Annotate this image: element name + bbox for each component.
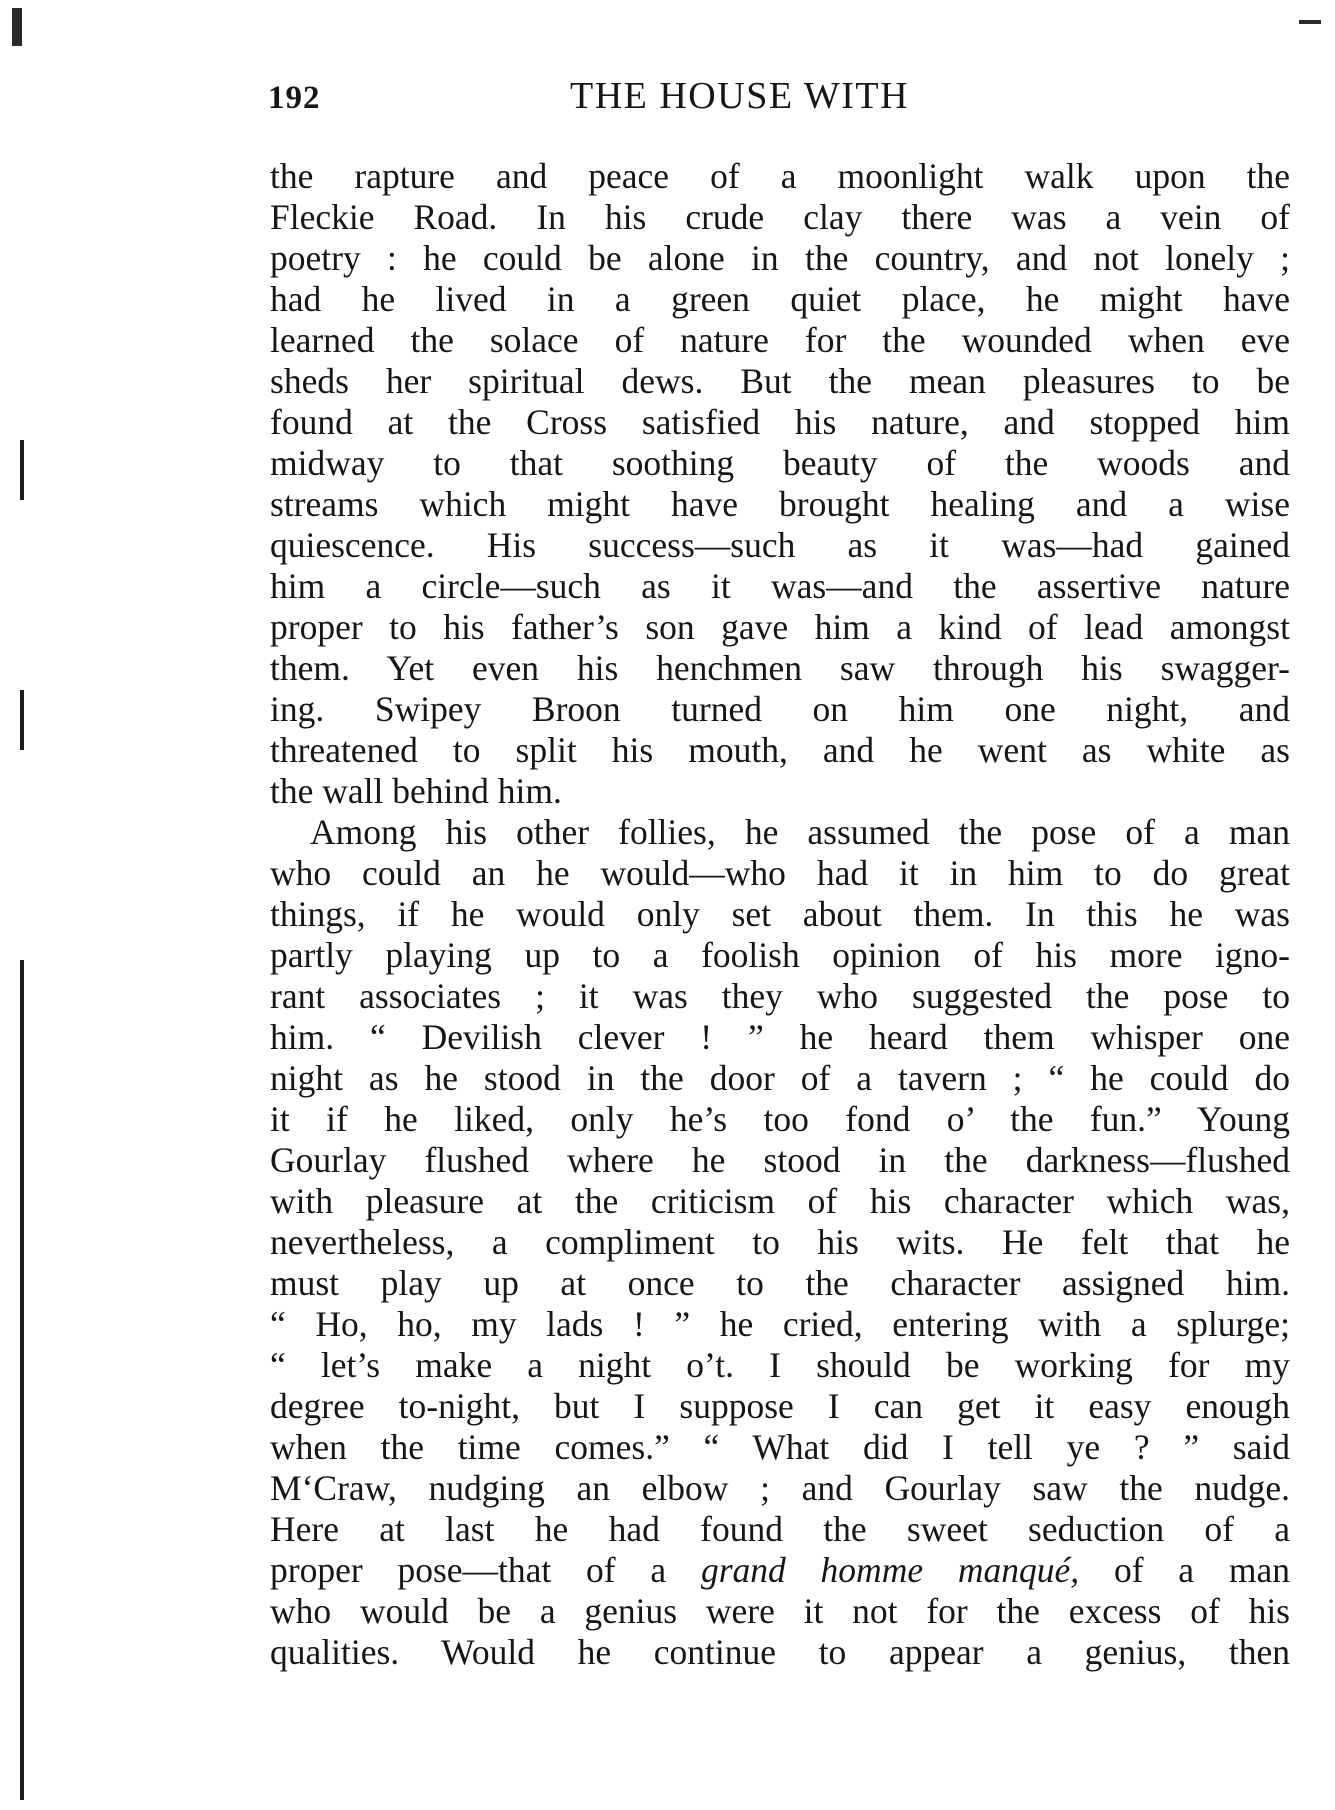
text-line: him. “ Devilish clever ! ” he heard them whisper one bbox=[270, 1017, 1290, 1057]
text-line: the rapture and peace of a moonlight walk upon the bbox=[270, 156, 1290, 196]
text-line: rant associates ; it was they who suggested the pose to bbox=[270, 976, 1290, 1016]
text-line: who would be a genius were it not for the excess of his bbox=[270, 1591, 1290, 1631]
text-line: partly playing up to a foolish opinion of his more igno- bbox=[270, 935, 1290, 975]
text-line: with pleasure at the criticism of his character which was, bbox=[270, 1181, 1290, 1221]
text-line: Here at last he had found the sweet seduction of a bbox=[270, 1509, 1290, 1549]
text-line: sheds her spiritual dews. But the mean pleasures to be bbox=[270, 361, 1290, 401]
text-line: must play up at once to the character assigned him. bbox=[270, 1263, 1290, 1303]
italic-phrase: grand homme manqué, bbox=[700, 1550, 1080, 1590]
scan-edge-mark bbox=[20, 440, 24, 500]
scan-edge-mark bbox=[20, 690, 24, 750]
text-line: Gourlay flushed where he stood in the darkness—flushed bbox=[270, 1140, 1290, 1180]
text-line: who could an he would—who had it in him to do great bbox=[270, 853, 1290, 893]
running-head-title: THE HOUSE WITH bbox=[570, 75, 910, 117]
text-line: quiescence. His success—such as it was—had gained bbox=[270, 525, 1290, 565]
text-line: learned the solace of nature for the wounded when eve bbox=[270, 320, 1290, 360]
text-line: found at the Cross satisfied his nature, and stopped him bbox=[270, 402, 1290, 442]
line-before: proper pose—that of a bbox=[270, 1550, 701, 1590]
text-line: degree to-night, but I suppose I can get it easy enough bbox=[270, 1386, 1290, 1426]
text-line: Among his other follies, he assumed the pose of a man bbox=[310, 812, 1290, 852]
text-line: “ Ho, ho, my lads ! ” he cried, entering with a splurge; bbox=[270, 1304, 1290, 1344]
text-line: “ let’s make a night o’t. I should be working for my bbox=[270, 1345, 1290, 1385]
page-number: 192 bbox=[268, 80, 321, 116]
text-line: it if he liked, only he’s too fond o’ the fun.” Young bbox=[270, 1099, 1290, 1139]
text-line: streams which might have brought healing and a wise bbox=[270, 484, 1290, 524]
text-line: qualities. Would he continue to appear a genius, then bbox=[270, 1632, 1290, 1672]
text-line: ing. Swipey Broon turned on him one night, and bbox=[270, 689, 1290, 729]
text-line: Fleckie Road. In his crude clay there was a vein of bbox=[270, 197, 1290, 237]
body-text bbox=[270, 156, 1290, 1673]
running-head bbox=[268, 74, 1288, 124]
text-line: them. Yet even his henchmen saw through his swagger- bbox=[270, 648, 1290, 688]
text-line-italic-phrase bbox=[270, 1550, 1290, 1591]
text-line: when the time comes.” “ What did I tell ye ? ” said bbox=[270, 1427, 1290, 1467]
text-line: night as he stood in the door of a tavern ; “ he could do bbox=[270, 1058, 1290, 1098]
text-line: proper to his father’s son gave him a kind of lead amongst bbox=[270, 607, 1290, 647]
text-line: midway to that soothing beauty of the woods and bbox=[270, 443, 1290, 483]
text-line: the wall behind him. bbox=[270, 771, 562, 811]
text-line: nevertheless, a compliment to his wits. He felt that he bbox=[270, 1222, 1290, 1262]
line-after: of a man bbox=[1079, 1550, 1290, 1590]
scan-corner-mark bbox=[12, 8, 22, 46]
text-line: had he lived in a green quiet place, he might have bbox=[270, 279, 1290, 319]
text-line: things, if he would only set about them. In this he was bbox=[270, 894, 1290, 934]
scan-dash-mark bbox=[1299, 20, 1321, 24]
text-line: threatened to split his mouth, and he went as white as bbox=[270, 730, 1290, 770]
text-line: poetry : he could be alone in the country, and not lonely ; bbox=[270, 238, 1290, 278]
text-line: him a circle—such as it was—and the assertive nature bbox=[270, 566, 1290, 606]
text-line: M‘Craw, nudging an elbow ; and Gourlay saw the nudge. bbox=[270, 1468, 1290, 1508]
scan-edge-mark bbox=[20, 960, 24, 1800]
